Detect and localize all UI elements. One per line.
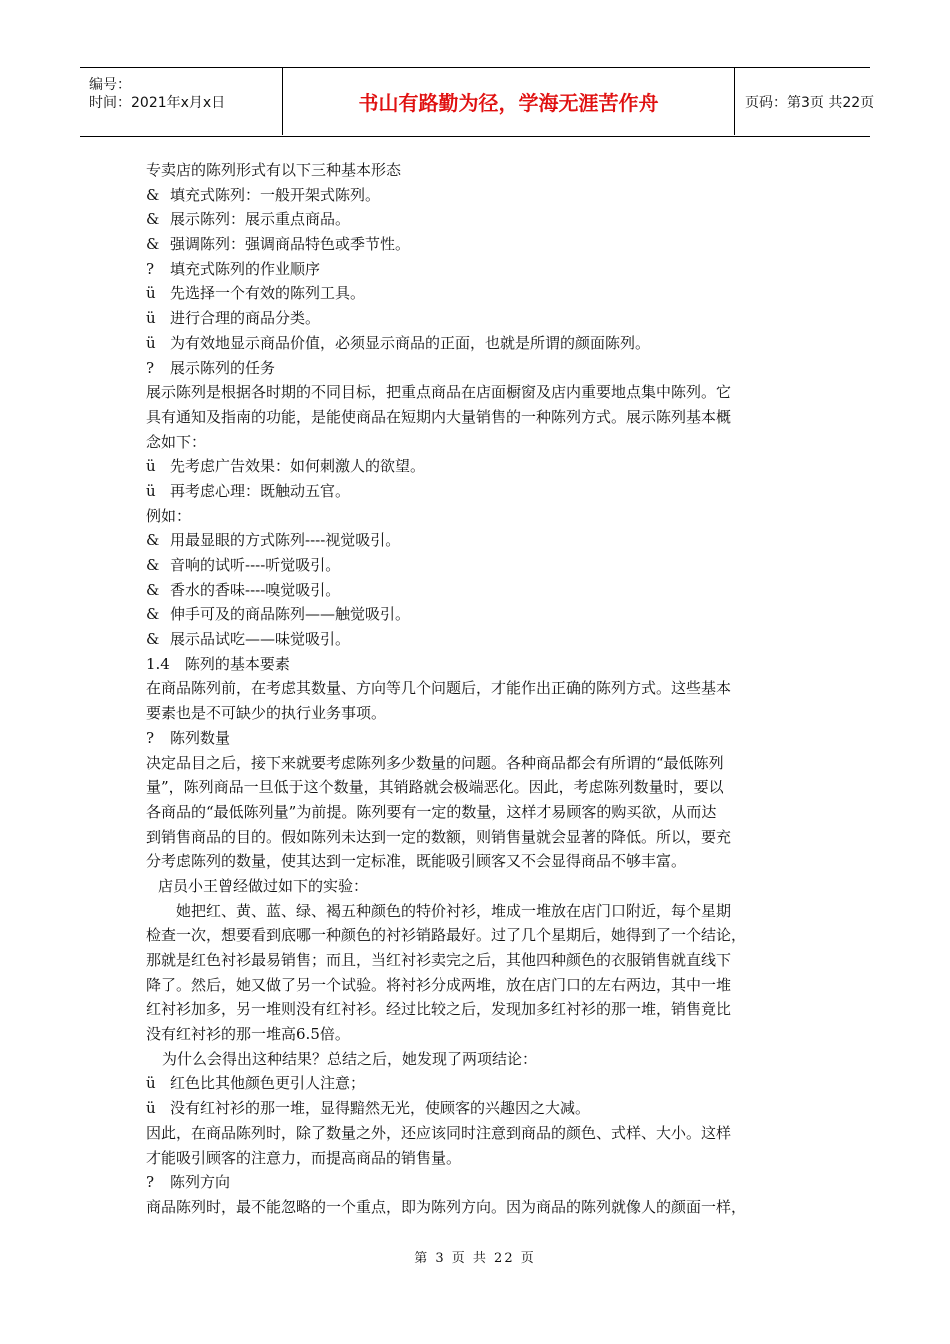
page-footer: 第 3 页 共 22 页 (414, 1251, 536, 1266)
header-table (80, 67, 875, 137)
line-text: 店员小王曾经做过如下的实验： (158, 876, 369, 895)
bullet-item (146, 183, 802, 208)
bullet-item (146, 553, 802, 578)
bullet-marker: ü (146, 284, 156, 303)
text-line (146, 380, 802, 405)
bullet-marker: ? (146, 259, 155, 278)
code-label: 编号： (89, 77, 131, 93)
bullet-marker: & (146, 210, 160, 229)
bullet-marker: & (146, 556, 160, 574)
line-text: 为什么会得出这种结果？总结之后，她发现了两项结论： (162, 1049, 538, 1068)
line-text: 到销售商品的目的。假如陈列未达到一定的数额，则销售量就会显著的降低。所以，要充 (146, 827, 732, 846)
document-body (146, 158, 802, 1220)
line-text: 红衬衫加多，另一堆则没有红衬衫。经过比较之后，发现加多红衬衫的那一堆，销售竟比 (146, 1000, 732, 1019)
text-line (146, 1022, 802, 1047)
text-line (146, 825, 802, 850)
motto-text: 书山有路勤为径，学海无涯苦作舟 (358, 91, 659, 115)
line-text: 展示品试吃——味觉吸引。 (170, 630, 351, 649)
bullet-item (146, 356, 802, 381)
line-text: 分考虑陈列的数量，使其达到一定标准，既能吸引顾客又不会显得商品不够丰富。 (146, 852, 687, 871)
page-label: 页码：第3页 共22页 (745, 94, 875, 111)
bullet-item (146, 281, 802, 306)
line-text: 要素也是不可缺少的执行业务事项。 (146, 704, 387, 723)
bullet-item (146, 578, 802, 603)
line-text: 没有红衬衫的那一堆，显得黯然无光，使顾客的兴趣因之大减。 (170, 1099, 591, 1118)
bullet-marker: & (146, 605, 160, 624)
line-text: 检查一次，想要看到底哪一种颜色的衬衫销路最好。过了几个星期后，她得到了一个结论， (146, 926, 747, 945)
date-label: 时间：2021年x月x日 (89, 95, 226, 111)
bullet-item (146, 232, 802, 257)
text-line (146, 1146, 802, 1171)
line-text: 那就是红色衬衫最易销售；而且，当红衬衫卖完之后，其他四种颜色的衣服销售就直线下 (146, 951, 732, 969)
line-text: 填充式陈列：一般开架式陈列。 (170, 185, 381, 204)
text-line (146, 751, 802, 776)
text-line (146, 923, 802, 948)
text-line (146, 973, 802, 998)
bullet-item (146, 1096, 802, 1121)
line-text: 红色比其他颜色更引人注意； (170, 1074, 366, 1093)
text-line (146, 405, 802, 430)
line-text: 降了。然后，她又做了另一个试验。将衬衫分成两堆，放在店门口的左右两边，其中一堆 (146, 975, 732, 994)
bullet-marker: & (146, 235, 160, 254)
bullet-item (146, 331, 802, 356)
line-text: 1.4 陈列的基本要素 (146, 654, 290, 673)
bullet-item (146, 528, 802, 553)
bullet-marker: ? (146, 1173, 155, 1192)
bullet-marker: ü (146, 481, 156, 500)
bullet-marker: ü (146, 1074, 156, 1093)
line-text: 因此，在商品陈列时，除了数量之外，还应该同时注意到商品的颜色、式样、大小。这样 (146, 1123, 732, 1142)
bullet-item (146, 726, 802, 751)
line-text: 展示陈列是根据各时期的不同目标，把重点商品在店面橱窗及店内重要地点集中陈列。它 (146, 383, 732, 402)
bullet-item (146, 627, 802, 652)
line-text: 伸手可及的商品陈列——触觉吸引。 (170, 605, 411, 624)
text-line (146, 997, 802, 1022)
text-line (146, 948, 802, 973)
text-line (146, 504, 802, 529)
line-text: 具有通知及指南的功能，是能使商品在短期内大量销售的一种陈列方式。展示陈列基本概 (146, 407, 732, 426)
line-text: 陈列方向 (170, 1173, 231, 1192)
text-line (146, 701, 802, 726)
bullet-marker: ü (146, 309, 156, 328)
text-line (146, 899, 802, 924)
text-line (146, 849, 802, 874)
text-line (146, 874, 802, 899)
line-text: 她把红、黄、蓝、绿、褐五种颜色的特价衬衫，堆成一堆放在店门口附近，每个星期 (176, 901, 732, 920)
line-text: 先考虑广告效果：如何刺激人的欲望。 (170, 457, 426, 476)
bullet-item (146, 454, 802, 479)
line-text: 音响的试听----听觉吸引。 (170, 556, 341, 574)
bullet-marker: & (146, 580, 160, 599)
line-text: 陈列数量 (170, 728, 231, 747)
text-line (146, 800, 802, 825)
line-text: 才能吸引顾客的注意力，而提高商品的销售量。 (146, 1148, 462, 1167)
bullet-item (146, 207, 802, 232)
bullet-marker: ü (146, 333, 156, 352)
line-text: 念如下： (146, 432, 207, 451)
line-text: 填充式陈列的作业顺序 (170, 259, 321, 278)
line-text: 强调陈列：强调商品特色或季节性。 (170, 235, 411, 254)
text-line (146, 775, 802, 800)
bullet-item (146, 1170, 802, 1195)
bullet-item (146, 602, 802, 627)
line-text: 展示陈列的任务 (170, 358, 276, 377)
bullet-marker: & (146, 185, 160, 204)
line-text: 用最显眼的方式陈列----视觉吸引。 (170, 531, 401, 550)
line-text: 先选择一个有效的陈列工具。 (170, 284, 366, 303)
bullet-item (146, 306, 802, 331)
bullet-item (146, 479, 802, 504)
text-line (146, 430, 802, 455)
line-text: 再考虑心理：既触动五官。 (170, 481, 351, 500)
text-line (146, 676, 802, 701)
text-line (146, 1195, 802, 1220)
bullet-marker: ? (146, 728, 155, 747)
header-left-cell (80, 68, 283, 135)
text-line (146, 652, 802, 677)
line-text: 例如： (146, 506, 192, 525)
text-line (146, 158, 802, 183)
header-motto-cell (283, 68, 735, 135)
line-text: 各商品的“最低陈列量”为前提。陈列要有一定的数量，这样才易顾客的购买欲，从而达 (146, 802, 717, 821)
bullet-marker: ü (146, 457, 156, 476)
line-text: 商品陈列时，最不能忽略的一个重点，即为陈列方向。因为商品的陈列就像人的颜面一样， (146, 1197, 747, 1216)
line-text: 在商品陈列前，在考虑其数量、方向等几个问题后，才能作出正确的陈列方式。这些基本 (146, 679, 732, 698)
bullet-item (146, 257, 802, 282)
line-text: 决定品目之后，接下来就要考虑陈列多少数量的问题。各种商品都会有所谓的“最低陈列 (146, 753, 724, 772)
line-text: 专卖店的陈列形式有以下三种基本形态 (146, 161, 402, 179)
line-text: 展示陈列：展示重点商品。 (170, 210, 351, 229)
line-text: 量”，陈列商品一旦低于这个数量，其销路就会极端恶化。因此，考虑陈列数量时，要以 (146, 778, 724, 797)
text-line (146, 1121, 802, 1146)
bullet-marker: ü (146, 1099, 156, 1118)
bullet-item (146, 1071, 802, 1096)
line-text: 为有效地显示商品价值，必须显示商品的正面，也就是所谓的颜面陈列。 (170, 333, 651, 352)
bullet-marker: ? (146, 358, 155, 377)
text-line (146, 1047, 802, 1072)
line-text: 进行合理的商品分类。 (170, 309, 321, 328)
bullet-marker: & (146, 531, 160, 550)
line-text: 没有红衬衫的那一堆高6.5倍。 (146, 1025, 350, 1044)
bullet-marker: & (146, 630, 160, 649)
line-text: 香水的香味----嗅觉吸引。 (170, 580, 341, 599)
